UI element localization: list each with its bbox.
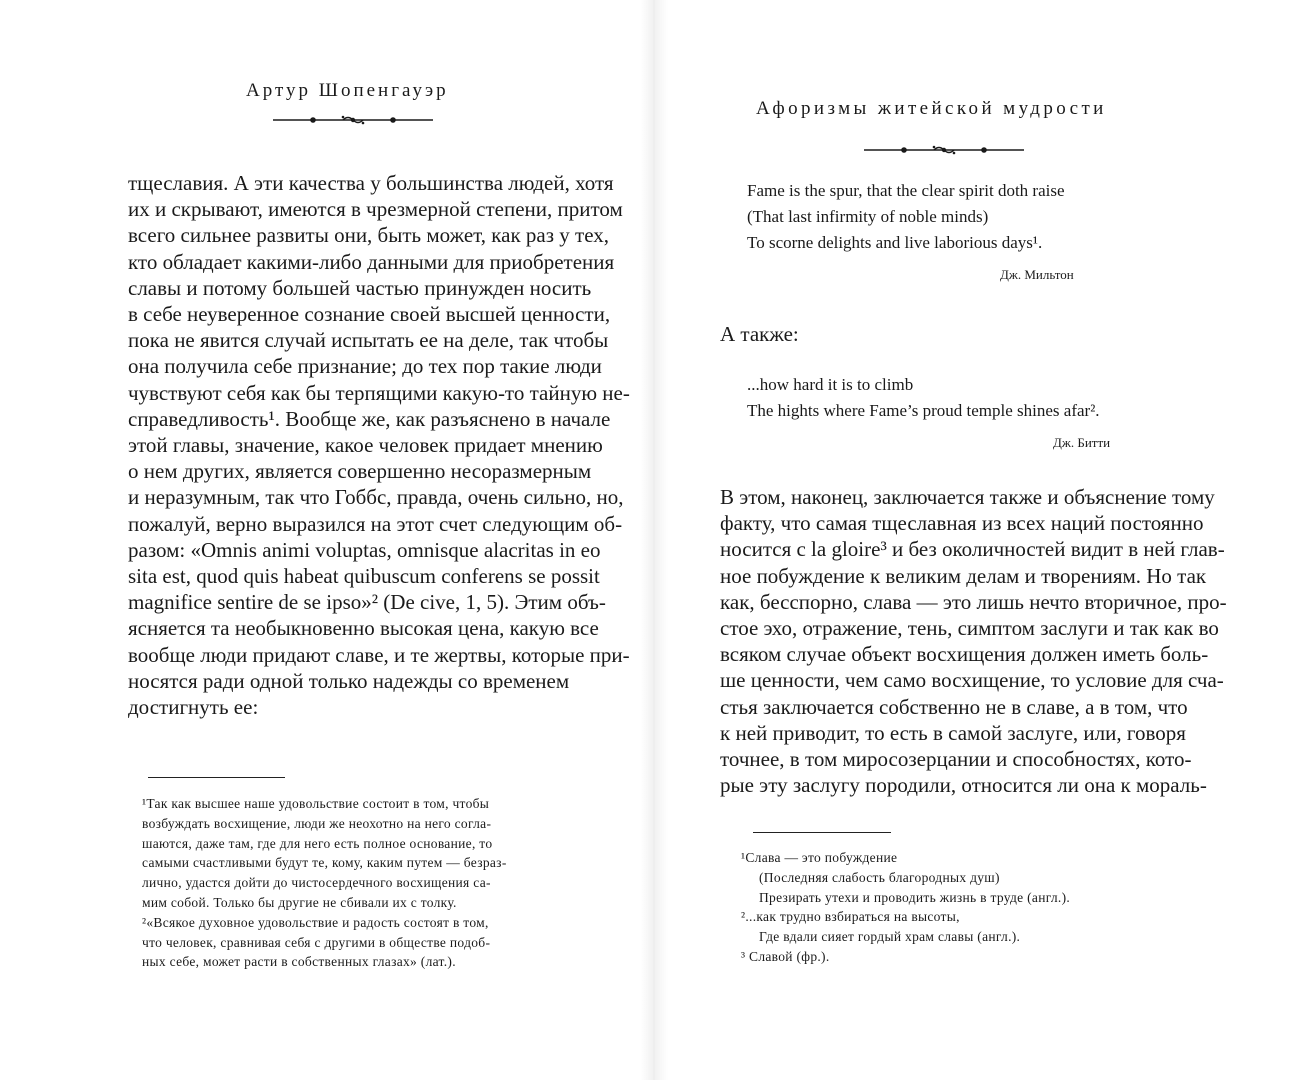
text-line: В этом, наконец, заключается также и объяснение тому: [720, 485, 1215, 509]
footnote-separator: [148, 777, 285, 778]
text-line: достигнуть ее:: [128, 695, 259, 720]
footnote-separator: [753, 832, 891, 833]
footnote-line: ных себе, может расти в собственных глазах» (лат.).: [142, 954, 456, 970]
text-line: рые эту заслугу породили, относится ли она к мораль-: [720, 773, 1207, 798]
verse-attribution-milton: Дж. Мильтон: [1000, 267, 1074, 282]
ornament-divider-icon: [864, 143, 1024, 157]
verse-attribution-beattie: Дж. Битти: [1053, 435, 1111, 450]
text-line: ное побуждение к великим делам и творениям. Но так: [720, 563, 1207, 588]
text-line: этой главы, значение, какое человек придает мнению: [128, 433, 603, 458]
epigraph-verse-beattie: [747, 372, 1100, 424]
text-line: тщеславия. А эти качества у большинства людей, хотя: [128, 171, 614, 195]
text-line: носятся ради одной только надежды со временем: [128, 668, 570, 693]
ornament-divider-icon: [273, 113, 433, 127]
left-page-body-text: [128, 170, 630, 720]
epigraph-verse-milton: [747, 178, 1065, 256]
verse-line: Fame is the spur, that the clear spirit doth raise: [747, 181, 1065, 200]
text-line: справедливость¹. Вообще же, как разъяснено в начале: [128, 406, 611, 431]
text-line: всего сильнее развиты они, быть может, как раз у тех,: [128, 223, 610, 248]
footnote-line: самыми счастливыми будут те, кому, каким путем — безраз-: [142, 855, 507, 871]
footnote-line: (Последняя слабость благородных душ): [759, 869, 1000, 885]
footnote-line: Где вдали сияет гордый храм славы (англ.).: [759, 929, 1021, 945]
verse-line: ...how hard it is to climb: [747, 375, 914, 394]
text-line: ясняется та необыкновенно высокая цена, какую все: [128, 616, 599, 641]
footnote-line: что человек, сравнивая себя с другими в обществе подоб-: [142, 934, 491, 950]
text-line: вообще люди придают славе, и те жертвы, которые при-: [128, 642, 630, 667]
right-page-footnotes: [741, 848, 1071, 967]
text-line: пока не явится случай испытать ее на деле, так чтобы: [128, 328, 609, 353]
text-line: magnifice sentire de se ipso»² (De cive, 1, 5). Этим объ-: [128, 590, 606, 615]
text-line: факту, что самая тщеславная из всех наций постоянно: [720, 511, 1204, 536]
footnote-line: возбуждать восхищение, люди же неохотно на него согла-: [142, 815, 492, 831]
text-line: всяком случае объект восхищения должен иметь боль-: [720, 642, 1209, 667]
running-head-author: Артур Шопенгауэр: [246, 80, 449, 101]
footnote-line: мим собой. Только бы другие не сбивали их с толку.: [142, 894, 457, 910]
also-label: А также:: [720, 322, 799, 346]
text-line: о нем других, является совершенно несоразмерным: [128, 459, 592, 484]
verse-line: To scorne delights and live laborious days¹.: [747, 233, 1043, 252]
footnote-line: ²«Всякое духовное удовольствие и радость состоят в том,: [142, 914, 489, 930]
text-line: разом: «Omnis animi voluptas, omnisque alacritas in eo: [128, 537, 601, 562]
verse-line: The hights where Fame’s proud temple shines afar².: [747, 401, 1100, 420]
footnote-line: ²...как трудно взбираться на высоты,: [741, 909, 960, 925]
text-line: ше ценности, чем само восхищение, то условие для сча-: [720, 668, 1224, 693]
text-line: в себе неуверенное сознание своей высшей ценности,: [128, 302, 611, 327]
text-line: стья заключается собственно не в славе, а в том, что: [720, 694, 1188, 719]
text-line: стое эхо, отражение, тень, симптом заслуги и так как во: [720, 616, 1219, 641]
right-page-body-text: [720, 484, 1227, 798]
verse-line: (That last infirmity of noble minds): [747, 207, 989, 226]
text-line: пожалуй, верно выразился на этот счет следующим об-: [128, 511, 623, 536]
text-line: точнее, в том миросозерцании и способностях, кото-: [720, 747, 1192, 772]
book-gutter: [640, 0, 668, 1080]
text-line: к ней приводит, то есть в самой заслуге, или, говоря: [720, 720, 1186, 745]
text-line: она получила себе признание; до тех пор такие люди: [128, 354, 602, 379]
footnote-line: ¹Так как высшее наше удовольствие состоит в том, чтобы: [142, 796, 490, 811]
text-line: носится с la gloire³ и без околичностей видит в ней глав-: [720, 537, 1225, 562]
footnote-line: шаются, даже там, где для него есть полное основание, то: [142, 835, 493, 851]
footnote-line: лично, удастся дойти до чистосердечного восхищения са-: [142, 875, 491, 891]
running-head-title: Афоризмы житейской мудрости: [756, 98, 1107, 119]
footnote-line: ¹Слава — это побуждение: [741, 850, 898, 865]
left-page-footnotes: [142, 794, 514, 972]
text-line: их и скрывают, имеются в чрезмерной степени, притом: [128, 197, 623, 222]
text-line: sita est, quod quis habeat quibuscum conferens se possit: [128, 564, 600, 589]
text-line: чувствуют себя как бы терпящими какую-то тайную не-: [128, 380, 630, 405]
text-line: кто обладает какими-либо данными для приобретения: [128, 249, 615, 274]
footnote-line: ³ Славой (фр.).: [741, 948, 830, 964]
footnote-line: Презирать утехи и проводить жизнь в труде (англ.).: [759, 889, 1071, 905]
text-line: и неразумным, так что Гоббс, правда, очень сильно, но,: [128, 485, 624, 510]
text-line: как, бесспорно, слава — это лишь нечто вторичное, про-: [720, 589, 1227, 614]
text-line: славы и потому большей частью принужден носить: [128, 275, 592, 300]
